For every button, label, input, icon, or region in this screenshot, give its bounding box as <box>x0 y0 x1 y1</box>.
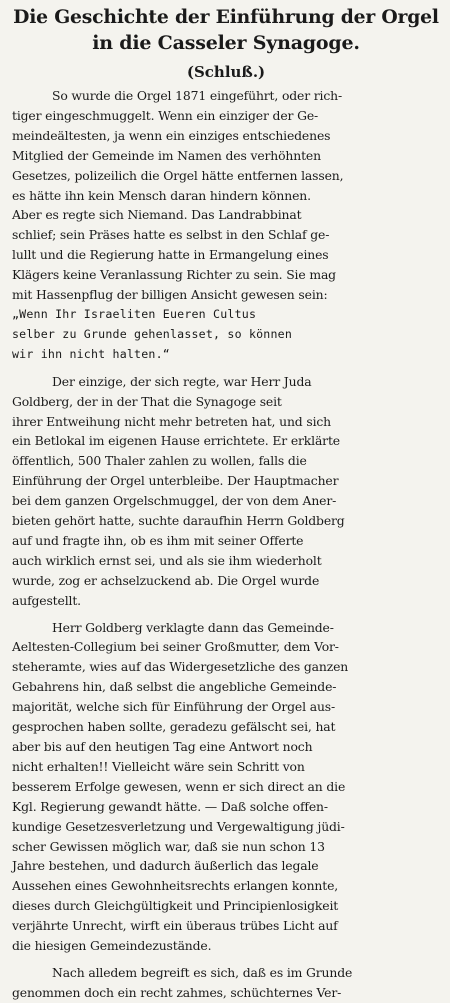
text-line: ihrer Entweihung nicht mehr betreten hat, und sich <box>12 413 332 429</box>
text-line: die hiesigen Gemeindezustände. <box>12 938 212 954</box>
text-line: meindeältesten, ja wenn ein einziges entschiedenes <box>12 127 331 143</box>
text-line: wurde, zog er achselzuckend ab. Die Orgel wurde <box>12 572 320 588</box>
text-line: tiger eingeschmuggelt. Wenn ein einziger der Ge- <box>12 107 319 123</box>
text-line: Herr Goldberg verklagte dann das Gemeinde- <box>52 619 334 635</box>
text-line: scher Gewissen möglich war, daß sie nun schon 13 <box>12 838 325 854</box>
text-line: aber bis auf den heutigen Tag eine Antwort noch <box>12 739 313 754</box>
text-line: Aussehen eines Gewohnheitsrechts erlangen konnte, <box>12 878 339 894</box>
text-line: es hätte ihn kein Mensch daran hindern können. <box>12 187 311 203</box>
text-line: selber zu Grunde gehenlasset, so können <box>12 326 293 341</box>
headline-line: Die Geschichte der Einführung der Orgel <box>13 6 439 28</box>
text-line: auf und fragte ihn, ob es ihm mit seiner Offerte <box>12 532 304 548</box>
text-line: Einführung der Orgel unterbleibe. Der Hauptmacher <box>12 473 339 489</box>
text-line: ein Betlokal im eigenen Hause errichtete. Er erklärte <box>12 433 340 449</box>
text-line: Kgl. Regierung gewandt hätte. — Daß solche offen- <box>12 798 328 814</box>
text-line: lullt und die Regierung hatte in Ermangelung eines <box>12 247 329 263</box>
text-line: Gesetzes, polizeilich die Orgel hätte entfernen lassen, <box>12 167 344 183</box>
text-line: verjährte Unrecht, wirft ein überaus trübes Licht auf <box>12 918 338 934</box>
text-line: So wurde die Orgel 1871 eingeführt, oder rich- <box>52 88 343 103</box>
article-paragraph <box>12 963 440 1003</box>
text-line: öffentlich, 500 Thaler zahlen zu wollen, falls die <box>12 453 307 469</box>
text-line: besserem Erfolge gewesen, wenn er sich direct an die <box>12 778 346 794</box>
article-body <box>12 86 440 1003</box>
text-line: genommen doch ein recht zahmes, schüchternes Ver- <box>12 984 342 1000</box>
text-line: mit Hassenpflug der billigen Ansicht gewesen sein: <box>12 287 328 303</box>
text-line: Klägers keine Veranlassung Richter zu sein. Sie mag <box>12 267 336 283</box>
text-line: auch wirklich ernst sei, und als sie ihm wiederholt <box>12 552 322 568</box>
text-line: Der einzige, der sich regte, war Herr Juda <box>52 373 312 389</box>
text-line: majorität, welche sich für Einführung der Orgel aus- <box>12 699 336 715</box>
article-subhead: (Schluß.) <box>186 63 266 81</box>
text-line: dieses durch Gleichgültigkeit und Principienlosigkeit <box>12 898 339 914</box>
text-line: wir ihn nicht halten.“ <box>12 346 170 361</box>
article-paragraph <box>12 372 440 611</box>
text-line: steheramte, wies auf das Widergesetzliche des ganzen <box>12 659 349 675</box>
article-headline <box>12 4 440 56</box>
text-line: Gebahrens hin, daß selbst die angebliche Gemeinde- <box>12 679 337 695</box>
text-line: Goldberg, der in der That die Synagoge seit <box>12 393 282 409</box>
text-line: Aeltesten-Collegium bei seiner Großmutter, dem Vor- <box>12 639 339 655</box>
text-line: bei dem ganzen Orgelschmuggel, der von dem Aner- <box>12 493 337 509</box>
article-paragraph <box>12 86 440 365</box>
text-line: Mitglied der Gemeinde im Namen des verhöhnten <box>12 147 321 163</box>
text-line: Aber es regte sich Niemand. Das Landrabbinat <box>12 207 302 223</box>
text-line: kundige Gesetzesverletzung und Vergewaltigung jüdi- <box>12 818 345 834</box>
text-line: Jahre bestehen, und dadurch äußerlich das legale <box>12 858 319 874</box>
text-line: nicht erhalten!! Vielleicht wäre sein Schritt von <box>12 758 305 774</box>
text-line: gesprochen haben sollte, geradezu gefälscht sei, hat <box>12 719 336 735</box>
article-paragraph <box>12 618 440 956</box>
text-line: bieten gehört hatte, suchte daraufhin Herrn Goldberg <box>12 513 345 529</box>
headline-line: in die Casseler Synagoge. <box>92 32 360 54</box>
text-line: Nach alledem begreift es sich, daß es im Grunde <box>52 964 353 980</box>
text-line: aufgestellt. <box>12 592 81 608</box>
text-line: „Wenn Ihr Israeliten Eueren Cultus <box>12 306 257 321</box>
text-line: schlief; sein Präses hatte es selbst in den Schlaf ge- <box>12 227 330 243</box>
